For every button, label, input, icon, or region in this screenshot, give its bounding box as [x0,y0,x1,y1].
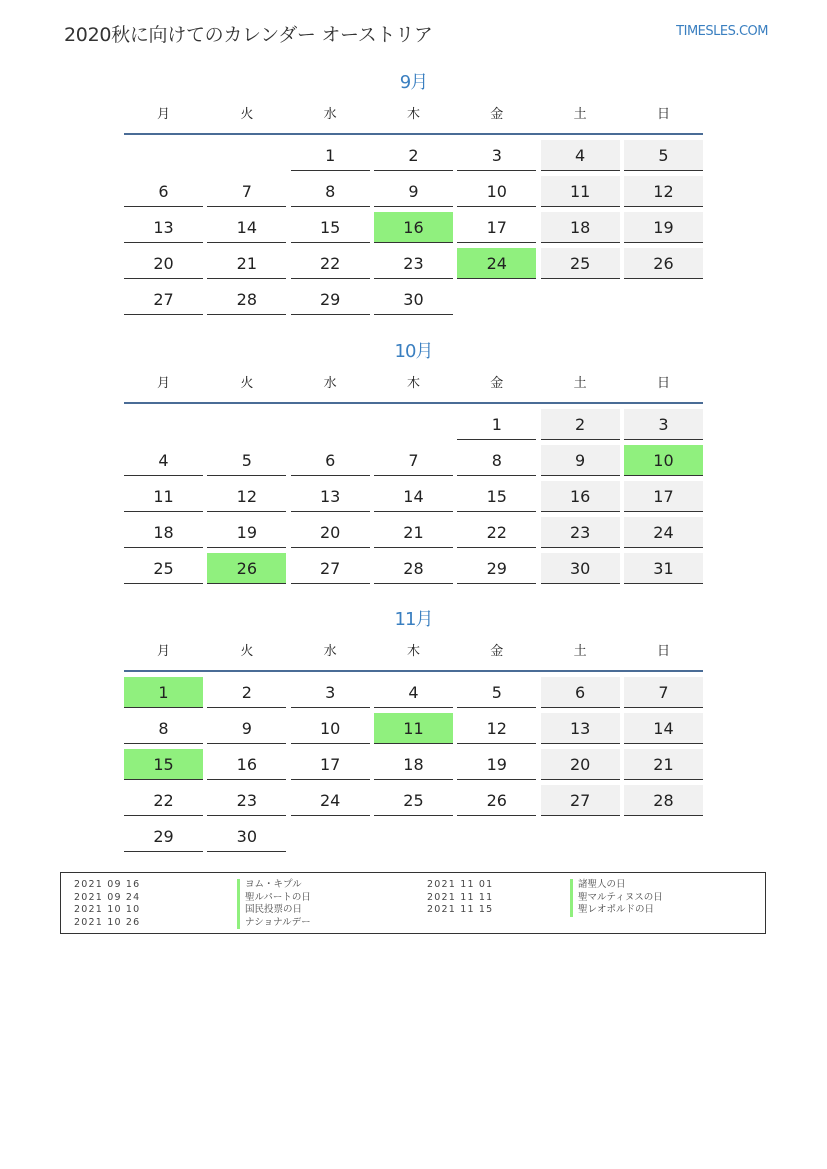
day-cell: 7 [624,677,703,708]
weekday-label: 木 [406,376,420,391]
day-cell: 1 [457,409,536,440]
day-cell: 22 [457,517,536,548]
day-cell: 2 [374,140,453,171]
weekday-header [124,640,703,670]
weekday-label: 月 [156,107,170,122]
weekday-label: 火 [240,107,254,122]
day-cell: 14 [374,481,453,512]
day-cell: 24 [291,785,370,816]
weekday-label: 日 [656,107,670,122]
header-divider [124,402,703,404]
holiday-legend [60,872,766,934]
day-cell: 3 [624,409,703,440]
day-cell: 15 [291,212,370,243]
day-cell: 23 [207,785,286,816]
holiday-day-cell: 10 [624,445,703,476]
weekday-label: 土 [573,107,587,122]
day-cell: 8 [291,176,370,207]
day-cell: 15 [457,481,536,512]
empty-cell [207,140,286,171]
header-divider [124,670,703,672]
day-cell: 10 [457,176,536,207]
day-cell: 14 [207,212,286,243]
day-cell: 28 [374,553,453,584]
legend-left-dates [74,879,140,929]
empty-cell [374,409,453,440]
day-cell: 22 [291,248,370,279]
holiday-day-cell: 15 [124,749,203,780]
day-cell: 19 [207,517,286,548]
day-cell: 2 [207,677,286,708]
day-cell: 1 [291,140,370,171]
weekday-label: 水 [323,107,337,122]
day-cell: 12 [457,713,536,744]
month-title: 9月 [399,72,428,93]
day-cell: 30 [541,553,620,584]
legend-date: 2021 10 26 [74,916,141,928]
weekday-label: 日 [656,376,670,391]
day-cell: 19 [624,212,703,243]
day-cell: 12 [624,176,703,207]
holiday-day-cell: 16 [374,212,453,243]
legend-holiday-name: ヨム・キプル [237,879,311,892]
day-cell: 13 [291,481,370,512]
day-cell: 14 [624,713,703,744]
day-cell: 24 [624,517,703,548]
day-cell: 13 [124,212,203,243]
weekday-header [124,103,703,133]
legend-date: 2021 09 24 [74,891,141,903]
day-cell: 19 [457,749,536,780]
day-grid [124,409,703,584]
legend-right-names [570,879,663,917]
legend-holiday-name: ナショナルデー [237,917,311,930]
day-cell: 18 [124,517,203,548]
day-cell: 29 [457,553,536,584]
day-cell: 23 [541,517,620,548]
day-cell: 8 [457,445,536,476]
day-cell: 11 [124,481,203,512]
legend-holiday-name: 聖マルティヌスの日 [570,892,663,905]
legend-date: 2021 10 10 [74,904,141,915]
day-cell: 27 [291,553,370,584]
day-grid [124,677,703,852]
legend-date: 2021 11 11 [427,891,494,903]
legend-date: 2021 11 01 [427,879,494,890]
weekday-label: 水 [323,376,337,391]
day-cell: 5 [624,140,703,171]
day-cell: 9 [541,445,620,476]
weekday-label: 土 [573,376,587,391]
holiday-day-cell: 1 [124,677,203,708]
legend-date: 2021 11 15 [427,904,494,915]
weekday-label: 土 [573,644,587,659]
month-block [124,607,703,852]
weekday-label: 金 [490,107,504,122]
empty-cell [207,409,286,440]
empty-cell [291,409,370,440]
legend-date: 2021 09 16 [74,879,141,890]
day-cell: 6 [124,176,203,207]
day-cell: 5 [457,677,536,708]
day-grid [124,140,703,315]
legend-holiday-name: 聖ルパートの日 [237,892,311,905]
day-cell: 17 [457,212,536,243]
weekday-label: 火 [240,376,254,391]
weekday-label: 月 [156,644,170,659]
month-title: 11月 [394,609,433,630]
day-cell: 29 [291,284,370,315]
day-cell: 21 [207,248,286,279]
weekday-label: 木 [406,644,420,659]
empty-cell [124,409,203,440]
day-cell: 25 [124,553,203,584]
page-title: 2020秋に向けてのカレンダー オーストリア [64,24,433,46]
day-cell: 9 [207,713,286,744]
holiday-day-cell: 24 [457,248,536,279]
day-cell: 21 [624,749,703,780]
day-cell: 30 [207,821,286,852]
day-cell: 20 [124,248,203,279]
day-cell: 28 [207,284,286,315]
weekday-label: 日 [656,644,670,659]
day-cell: 17 [624,481,703,512]
holiday-day-cell: 11 [374,713,453,744]
day-cell: 16 [541,481,620,512]
day-cell: 4 [541,140,620,171]
day-cell: 26 [624,248,703,279]
weekday-label: 木 [406,107,420,122]
weekday-label: 金 [490,376,504,391]
day-cell: 4 [374,677,453,708]
day-cell: 8 [124,713,203,744]
day-cell: 28 [624,785,703,816]
day-cell: 18 [374,749,453,780]
empty-cell [124,140,203,171]
day-cell: 20 [291,517,370,548]
month-block [124,339,703,584]
legend-holiday-name: 諸聖人の日 [570,879,663,892]
weekday-header [124,372,703,402]
legend-left-names [237,879,311,929]
day-cell: 4 [124,445,203,476]
day-cell: 2 [541,409,620,440]
day-cell: 17 [291,749,370,780]
day-cell: 30 [374,284,453,315]
site-link[interactable]: TIMESLES.COM [676,24,768,39]
day-cell: 31 [624,553,703,584]
weekday-label: 水 [323,644,337,659]
legend-holiday-name: 国民投票の日 [237,904,311,917]
day-cell: 11 [541,176,620,207]
day-cell: 21 [374,517,453,548]
day-cell: 6 [291,445,370,476]
day-cell: 3 [291,677,370,708]
day-cell: 20 [541,749,620,780]
day-cell: 22 [124,785,203,816]
weekday-label: 金 [490,644,504,659]
month-title: 10月 [394,341,433,362]
day-cell: 25 [541,248,620,279]
legend-holiday-name: 聖レオポルドの日 [570,904,663,917]
day-cell: 7 [207,176,286,207]
header-divider [124,133,703,135]
month-block [124,70,703,315]
holiday-day-cell: 26 [207,553,286,584]
day-cell: 3 [457,140,536,171]
day-cell: 6 [541,677,620,708]
day-cell: 27 [541,785,620,816]
day-cell: 12 [207,481,286,512]
day-cell: 27 [124,284,203,315]
day-cell: 26 [457,785,536,816]
day-cell: 9 [374,176,453,207]
day-cell: 18 [541,212,620,243]
day-cell: 29 [124,821,203,852]
day-cell: 23 [374,248,453,279]
legend-right-dates [427,879,493,917]
day-cell: 7 [374,445,453,476]
day-cell: 16 [207,749,286,780]
weekday-label: 火 [240,644,254,659]
weekday-label: 月 [156,376,170,391]
day-cell: 10 [291,713,370,744]
day-cell: 5 [207,445,286,476]
day-cell: 25 [374,785,453,816]
day-cell: 13 [541,713,620,744]
